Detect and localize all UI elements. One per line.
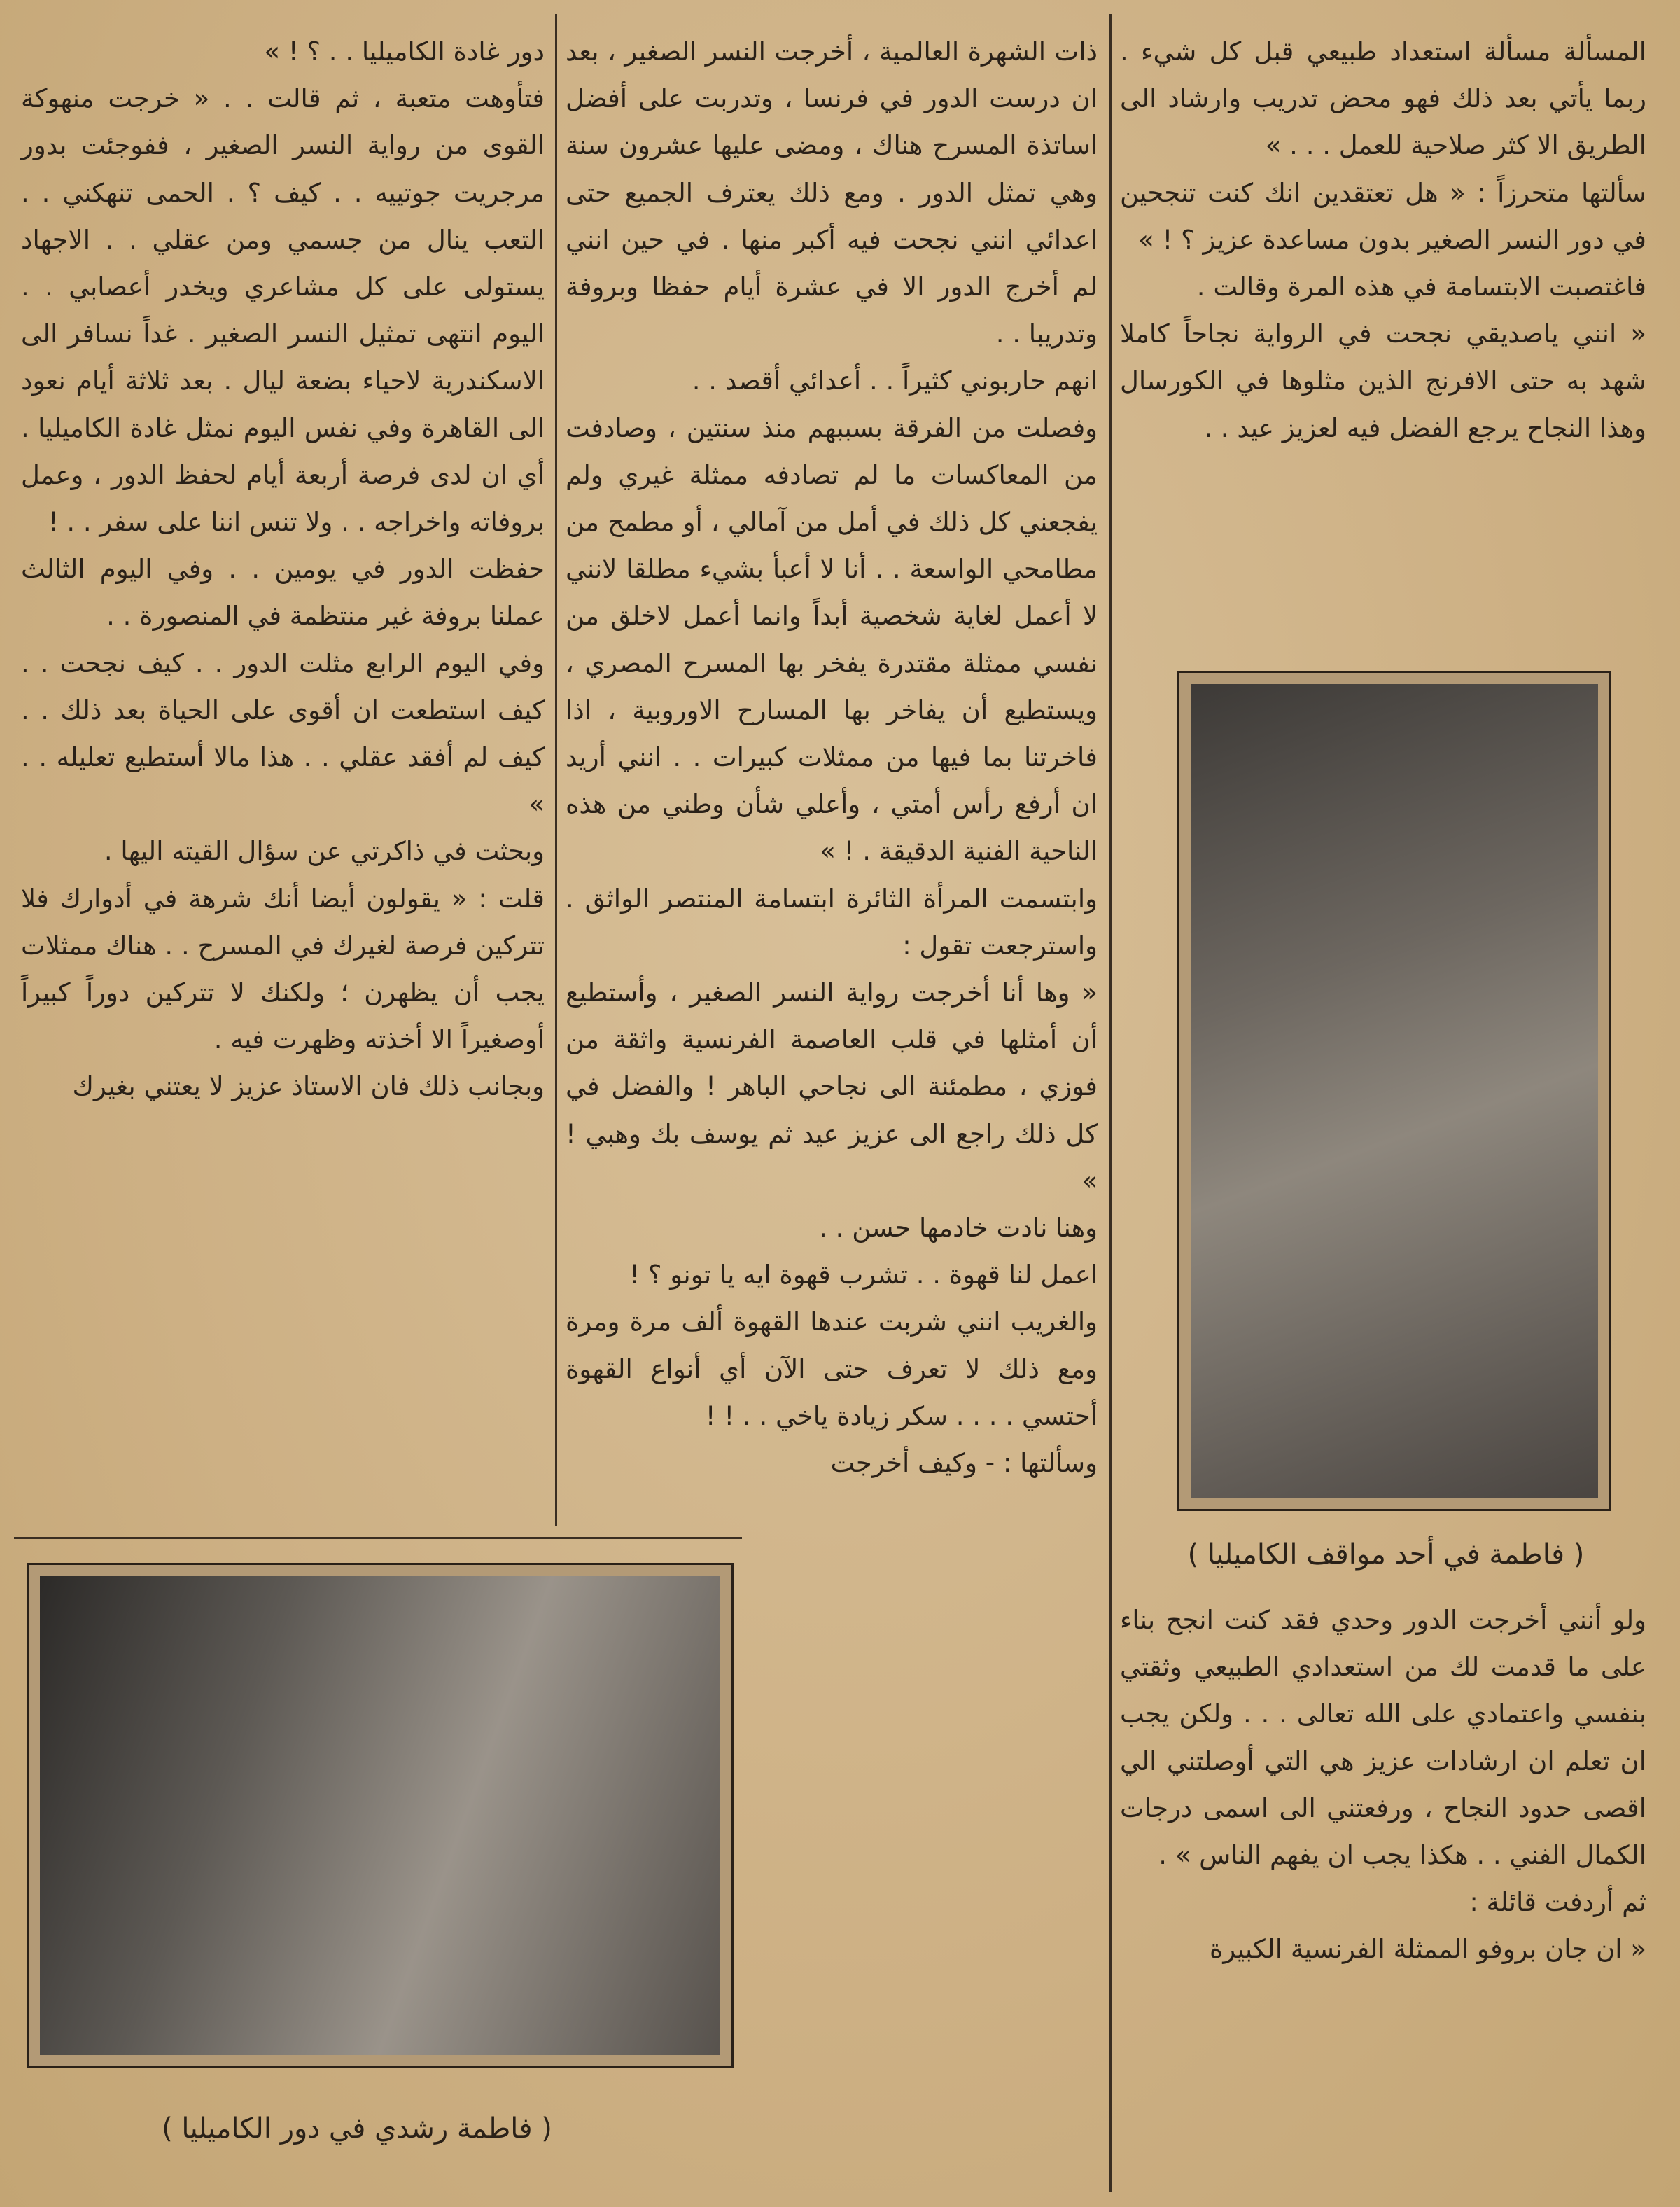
paragraph: ولو أنني أخرجت الدور وحدي فقد كنت انجح بناء على ما قدمت لك من استعدادي الطبيعي وثقتي بنفسي واعتمادي على الله تعالى . . . ولكن يجب ان تعلم ان ارشادات عزيز هي التي أوصلتني الي اقصى حدود النجاح ، ورفعتني الى اسمى درجات الكمال الفني . . هكذا يجب ان يفهم الناس » . — [1120, 1605, 1646, 1871]
right-photo-caption: ( فاطمة في أحد مواقف الكاميليا ) — [1187, 1538, 1585, 1571]
paragraph: انهم حاربوني كثيراً . . أعدائي أقصد . . — [692, 365, 1098, 396]
paragraph: وفي اليوم الرابع مثلت الدور . . كيف نجحت . . كيف استطعت ان أقوى على الحياة بعد ذلك . . كيف لم أفقد عقلي . . هذا مالا أستطيع تعليله . . » — [21, 648, 545, 820]
paragraph: اعمل لنا قهوة . . تشرب قهوة ايه يا تونو ؟ ! — [629, 1260, 1098, 1290]
paragraph: وفصلت من الفرقة بسببهم منذ سنتين ، وصادفت من المعاكسات ما لم تصادفه ممثلة غيري ولم يفجعني كل ذلك في أمل من آمالي ، أو مطمح من مطامحي الواسعة . . أنا لا أعبأ بشيء مطلقا لانني لا أعمل لغاية شخصية أبداً وانما أعمل لاخلق من نفسي ممثلة مقتدرة يفخر بها المسرح المصري ، ويستطيع أن يفاخر بها المسارح الاوروبية ، اذا فاخرتنا بما فيها من ممثلات كبيرات . . انني أريد ان أرفع رأس أمتي ، وأعلي شأن وطني من هذه الناحية الفنية الدقيقة . ! » — [566, 412, 1098, 867]
paragraph: حفظت الدور في يومين . . وفي اليوم الثالث عملنا بروفة غير منتظمة في المنصورة . . — [21, 554, 545, 632]
paragraph: سألتها متحرزاً : « هل تعتقدين انك كنت تنجحين في دور النسر الصغير بدون مساعدة عزيز ؟ ! » — [1120, 177, 1646, 255]
paragraph: وبحثت في ذاكرتي عن سؤال القيته اليها . — [104, 836, 545, 867]
column-divider — [1110, 14, 1112, 2192]
paragraph: وابتسمت المرأة الثائرة ابتسامة المنتصر الواثق . واسترجعت تقول : — [566, 883, 1098, 961]
paragraph: « ان جان بروفو الممثلة الفرنسية الكبيرة — [1209, 1934, 1646, 1965]
paragraph: وهنا نادت خادمها حسن . . — [819, 1213, 1098, 1244]
paragraph: فتأوهت متعبة ، ثم قالت . . « خرجت منهوكة القوى من رواية النسر الصغير ، ففوجئت بدور مرجريت جوتييه . . كيف ؟ . الحمى تنهكني . . التعب ينال من جسمي ومن عقلي . . الاجهاد يستولى على كل مشاعري ويخدر أعصابي . . اليوم انتهى تمثيل النسر الصغير . غداً نسافر الى الاسكندرية لاحياء بضعة ليال . بعد ثلاثة أيام نعود الى القاهرة وفي نفس اليوم نمثل غادة الكاميليا . أي ان لدى فرصة أربعة أيام لحفظ الدور ، وعمل بروفاته واخراجه . . ولا تنس اننا على سفر . . ! — [21, 83, 545, 538]
photo-fatma-rushdi-camellia — [27, 1563, 734, 2068]
paragraph: قلت : « يقولون أيضا أنك شرهة في أدوارك فلا تتركين فرصة لغيرك في المسرح . . هناك ممثلات يجب أن يظهرن ؛ ولكنك لا تتركين دوراً كبيراً أوصغيراً الا أخذته وظهرت فيه . — [21, 883, 545, 1055]
column-divider — [555, 14, 557, 1526]
paragraph: وبجانب ذلك فان الاستاذ عزيز لا يعتني بغيرك — [72, 1071, 545, 1102]
left-column — [21, 28, 545, 1526]
photo-image — [1191, 684, 1598, 1498]
right-column-top — [1120, 28, 1646, 644]
paragraph: المسألة مسألة استعداد طبيعي قبل كل شيء . ربما يأتي بعد ذلك فهو محض تدريب وارشاد الى الطريق الا كثر صلاحية للعمل . . . » — [1120, 36, 1646, 161]
paragraph: « انني ياصديقي نجحت في الرواية نجاحاً كاملا شهد به حتى الافرنج الذين مثلوها في الكورسال وهذا النجاح يرجع الفضل فيه لعزيز عيد . . — [1120, 319, 1646, 443]
right-column-bottom — [1120, 1596, 1646, 2192]
paragraph: ذات الشهرة العالمية ، أخرجت النسر الصغير ، بعد ان درست الدور في فرنسا ، وتدربت على أفضل اساتذة المسرح هناك ، ومضى عليها عشرون سنة وهي تمثل الدور . ومع ذلك يعترف الجميع حتى اعدائي انني نجحت فيه أكبر منها . في حين انني لم أخرج الدور الا في عشرة أيام حفظا وبروفة وتدريبا . . — [566, 36, 1098, 349]
paragraph: والغريب انني شربت عندها القهوة ألف مرة ومرة ومع ذلك لا تعرف حتى الآن أي أنواع القهوة أحتسي . . . . سكر زيادة ياخي . . ! ! — [566, 1307, 1098, 1431]
photo-fatma-camellia-scene — [1177, 671, 1611, 1511]
paragraph: « وها أنا أخرجت رواية النسر الصغير ، وأستطيع أن أمثلها في قلب العاصمة الفرنسية واثقة من فوزي ، مطمئنة الى نجاحي الباهر ! والفضل في كل ذلك راجع الى عزيز عيد ثم يوسف بك وهبي ! » — [566, 977, 1098, 1196]
paragraph: فاغتصبت الابتسامة في هذه المرة وقالت . — [1196, 272, 1646, 302]
paragraph: دور غادة الكاميليا . . ؟ ! » — [264, 36, 545, 67]
left-photo-caption: ( فاطمة رشدي في دور الكاميليا ) — [162, 2112, 552, 2145]
section-divider — [14, 1537, 742, 1539]
photo-image — [40, 1576, 720, 2055]
paragraph: وسألتها : - وكيف أخرجت — [830, 1448, 1098, 1479]
paragraph: ثم أردفت قائلة : — [1469, 1887, 1646, 1918]
